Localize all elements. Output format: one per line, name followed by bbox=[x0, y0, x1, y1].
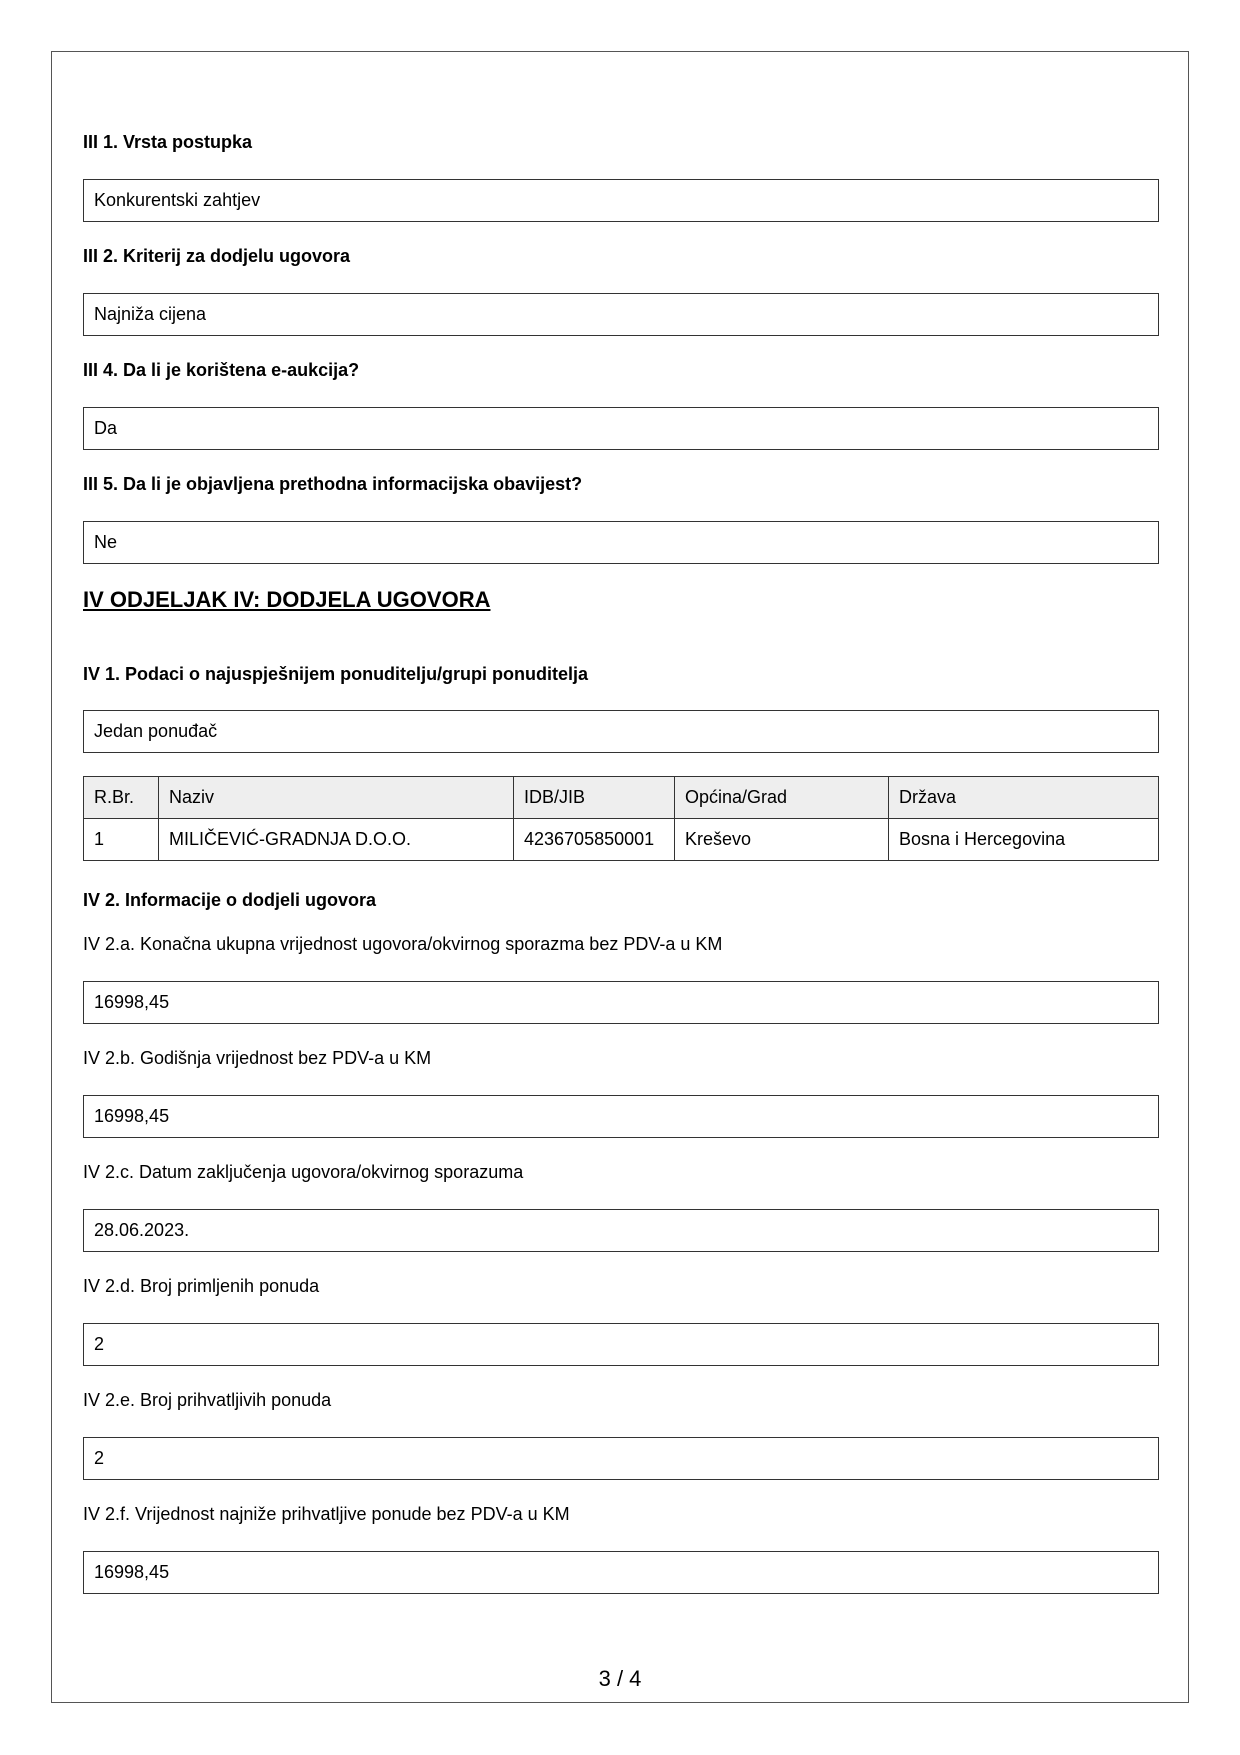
label-lowest-bid: IV 2.f. Vrijednost najniže prihvatljive ponude bez PDV-a u KM bbox=[83, 1504, 570, 1524]
field-prior-notice: Ne bbox=[83, 521, 1159, 564]
field-e-auction: Da bbox=[83, 407, 1159, 450]
label-bids-received: IV 2.d. Broj primljenih ponuda bbox=[83, 1276, 320, 1296]
table-header-row bbox=[84, 777, 1159, 819]
page-number: 3 / 4 bbox=[598, 1666, 642, 1691]
section-heading-contract-award: IV ODJELJAK IV: DODJELA UGOVORA bbox=[83, 587, 491, 612]
field-lowest-bid: 16998,45 bbox=[83, 1551, 1159, 1594]
field-acceptable-bids: 2 bbox=[83, 1437, 1159, 1480]
col-header-id: IDB/JIB bbox=[514, 777, 675, 819]
col-header-number: R.Br. bbox=[84, 777, 159, 819]
field-total-value: 16998,45 bbox=[83, 981, 1159, 1024]
bidders-table bbox=[83, 776, 1159, 861]
col-header-municipality: Općina/Grad bbox=[675, 777, 889, 819]
label-acceptable-bids: IV 2.e. Broj prihvatljivih ponuda bbox=[83, 1390, 332, 1410]
section-label-procedure-type: III 1. Vrsta postupka bbox=[83, 132, 253, 152]
field-bidder-type: Jedan ponuđač bbox=[83, 710, 1159, 753]
cell-id: 4236705850001 bbox=[514, 819, 675, 861]
label-total-value: IV 2.a. Konačna ukupna vrijednost ugovora/okvirnog sporazma bez PDV-a u KM bbox=[83, 934, 723, 954]
field-procedure-type: Konkurentski zahtjev bbox=[83, 179, 1159, 222]
section-label-award-info: IV 2. Informacije o dodjeli ugovora bbox=[83, 890, 377, 910]
field-bids-received: 2 bbox=[83, 1323, 1159, 1366]
cell-number: 1 bbox=[84, 819, 159, 861]
section-label-award-criterion: III 2. Kriterij za dodjelu ugovora bbox=[83, 246, 351, 266]
section-label-prior-notice: III 5. Da li je objavljena prethodna informacijska obavijest? bbox=[83, 474, 583, 494]
field-contract-date: 28.06.2023. bbox=[83, 1209, 1159, 1252]
label-annual-value: IV 2.b. Godišnja vrijednost bez PDV-a u KM bbox=[83, 1048, 432, 1068]
col-header-name: Naziv bbox=[159, 777, 514, 819]
cell-name: MILIČEVIĆ-GRADNJA D.O.O. bbox=[159, 819, 514, 861]
field-award-criterion: Najniža cijena bbox=[83, 293, 1159, 336]
label-contract-date: IV 2.c. Datum zaključenja ugovora/okvirnog sporazuma bbox=[83, 1162, 524, 1182]
field-annual-value: 16998,45 bbox=[83, 1095, 1159, 1138]
section-label-e-auction: III 4. Da li je korištena e-aukcija? bbox=[83, 360, 360, 380]
col-header-country: Država bbox=[889, 777, 1159, 819]
cell-municipality: Kreševo bbox=[675, 819, 889, 861]
cell-country: Bosna i Hercegovina bbox=[889, 819, 1159, 861]
section-label-best-bidder: IV 1. Podaci o najuspješnijem ponuditelju/grupi ponuditelja bbox=[83, 664, 589, 684]
table-row bbox=[84, 819, 1159, 861]
